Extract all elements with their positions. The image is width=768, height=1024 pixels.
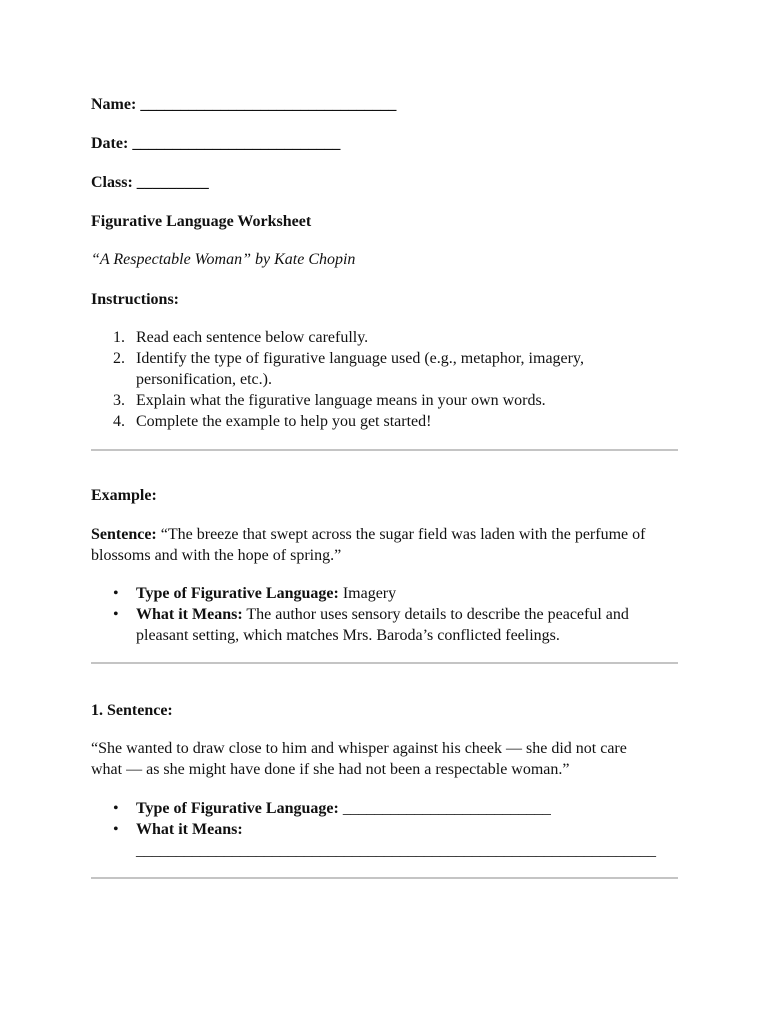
instruction-step: 4. Complete the example to help you get started!: [113, 413, 432, 430]
example-answers: [91, 583, 681, 646]
name-blank[interactable]: ________________________________: [140, 96, 397, 113]
class-label: Class:: [91, 174, 133, 191]
question1-sentence: “She wanted to draw close to him and whisper against his cheek — she did not care what — as she might have done if she had not been a respectable woman.”: [91, 740, 627, 778]
question1-answers: [91, 798, 681, 861]
worksheet-title: Figurative Language Worksheet: [91, 213, 312, 230]
name-label: Name:: [91, 96, 137, 113]
question1-type-blank[interactable]: __________________________: [338, 800, 551, 817]
example-meaning: • What it Means: The author uses sensory details to describe the peaceful and pleasant setting, which matches Mrs. Baroda’s conflicted feelings.: [91, 604, 681, 646]
divider: [91, 877, 678, 879]
class-blank[interactable]: _________: [136, 174, 209, 191]
question1-heading: 1. Sentence:: [91, 702, 173, 719]
divider: [91, 662, 678, 664]
example-type: • Type of Figurative Language: Imagery: [91, 583, 681, 604]
question1-meaning: • What it Means: _________________________________________________________________: [91, 819, 681, 861]
instructions-heading: Instructions:: [91, 291, 180, 308]
date-line: [91, 133, 340, 154]
instructions-list: [91, 327, 651, 432]
instruction-step: 1. Read each sentence below carefully.: [113, 329, 369, 346]
instruction-step: 2. Identify the type of figurative language used (e.g., metaphor, imagery, personification, etc.).: [113, 350, 584, 388]
example-sentence: [91, 524, 651, 566]
divider: [91, 449, 678, 451]
name-line: [91, 94, 396, 115]
example-sentence-text: “The breeze that swept across the sugar field was laden with the perfume of blossoms and with the hope of spring.”: [91, 526, 646, 564]
example-sentence-label: Sentence:: [91, 526, 157, 543]
class-line: [91, 172, 209, 193]
question1-meaning-blank[interactable]: _________________________________________________________________: [136, 842, 656, 859]
worksheet-subtitle: “A Respectable Woman” by Kate Chopin: [91, 251, 356, 268]
date-label: Date:: [91, 135, 129, 152]
instruction-step: 3. Explain what the figurative language means in your own words.: [113, 392, 546, 409]
example-heading: Example:: [91, 487, 157, 504]
date-blank[interactable]: __________________________: [132, 135, 341, 152]
question1-type: • Type of Figurative Language: __________________________: [91, 798, 681, 819]
